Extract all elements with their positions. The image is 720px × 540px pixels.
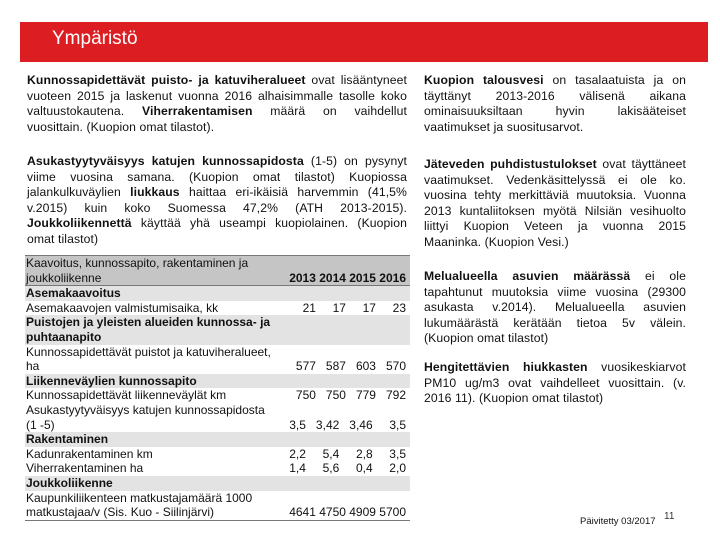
table-header-years: 2013 2014 2015 2016 (289, 270, 406, 285)
p2-bold-2: liukkaus (130, 185, 180, 200)
table-section-row (25, 432, 410, 447)
paragraph-wastewater (424, 157, 686, 251)
table-row-label: Asemakaavoitus (26, 286, 121, 301)
header-bar (20, 22, 708, 62)
table-row (25, 447, 410, 462)
table-row-label: Kunnossapidettävät liikenneväylät km (26, 388, 227, 403)
table-row (25, 461, 410, 476)
table-row (25, 345, 410, 374)
p2-text-2: haittaa eri-ikäisiä harvemmin (41,5% v.2015) kuin koko Suomessa 47,2% (ATH 2013-2015). (27, 185, 407, 215)
table-row-label: Puistojen ja yleisten alueiden kunnossa- ja puhtaanapito (26, 315, 271, 344)
table-row-label: Joukkoliikenne (26, 475, 113, 490)
p1-text-1: ovat lisääntyneet vuoteen 2015 ja laskenut vuonna 2016 alhaisimmalle tasolle koko valtuustokautena. (27, 73, 408, 119)
statistics-table (25, 255, 410, 521)
table-row-values: 1,4 5,6 0,4 2,0 (289, 461, 406, 476)
table-row-values: 750 750 779 792 (295, 388, 406, 403)
p3-text-1: on tasalaatuista ja on täyttänyt 2013-2016 välisenä aikana ominaisuuksiltaan hyvin lakisääteiset vaatimukset ja suositusarvot. (424, 73, 686, 134)
p6-text-1: vuosikeskiarvot PM10 ug/m3 ovat vaihdelleet vuosittain. (v. 2016 11). (Kuopion omat tilastot) (424, 360, 686, 406)
table-row (25, 301, 410, 316)
table-row-values: 2,2 5,4 2,8 3,5 (289, 446, 406, 461)
table-row-label: Asemakaavojen valmistumisaika, kk (26, 300, 219, 315)
paragraph-drinking-water (424, 73, 686, 135)
paragraph-green-areas (27, 73, 407, 135)
p1-bold-1: Kunnossapidettävät puisto- ja katuviheralueet (27, 73, 306, 87)
table-row (25, 388, 410, 403)
table-header-label: Kaavoitus, kunnossapito, rakentaminen ja joukkoliikenne (26, 256, 249, 285)
p3-bold-1: Kuopion talousvesi (424, 73, 544, 87)
updated-date: Päivitetty 03/2017 (580, 516, 656, 527)
table-row-values: 4641 4750 4909 5700 (289, 505, 406, 520)
p4-bold-1: Jäteveden puhdistustulokset (424, 157, 597, 171)
table-section-row (25, 315, 410, 344)
page-number: 11 (664, 511, 675, 522)
paragraph-satisfaction (27, 154, 407, 248)
paragraph-noise (424, 269, 686, 347)
table-row-label: Asukastyytyväisyys katujen kunnossapidosta (1 -5) (26, 402, 265, 432)
paragraph-particles (424, 360, 686, 407)
p2-text-1: (1-5) on pysynyt viime vuosina samana. (Kuopion omat tilastot) Kuopiossa jalankulkuväylien (27, 154, 408, 200)
table-row-label: Liikenneväylien kunnossapito (26, 373, 197, 388)
table-row-label: Rakentaminen (26, 432, 109, 447)
table-row-label: Kaupunkiliikenteen matkustajamäärä 1000 matkustajaa/v (Sis. Kuo - Siilinjärvi) (26, 490, 253, 520)
table-row-label: Kunnossapidettävät puistot ja katuviheralueet, ha (26, 344, 271, 374)
p5-text-1: ei ole tapahtunut muutoksia viime vuosina (29300 asukasta v.2014). Melualueella asuvien lukumäärästä kerätään tietoa 5v välein. (Kuopion omat tilastot) (424, 269, 686, 346)
p1-bold-2: Viherrakentamisen (141, 104, 253, 119)
table-row-values: 21 17 17 23 (302, 300, 406, 315)
p1-text-2: määrä on vaihdellut vuosittain. (Kuopion omat tilastot). (27, 104, 407, 134)
table-row (25, 491, 410, 521)
table-section-row (25, 374, 410, 389)
table-row (25, 403, 410, 432)
table-row-label: Viherrakentaminen ha (26, 461, 144, 476)
p2-bold-1: Asukastyytyväisyys katujen kunnossapidosta (27, 154, 304, 168)
p2-text-3: käyttää yhä useampi kuopiolainen. (Kuopion omat tilastot) (27, 216, 407, 246)
p2-bold-3: Joukkoliikennettä (27, 216, 132, 231)
p5-bold-1: Melualueella asuvien määrässä (424, 269, 631, 283)
page-title: Ympäristö (52, 28, 138, 49)
table-section-row (25, 286, 410, 301)
table-row-values: 3,5 3,42 3,46 3,5 (289, 417, 406, 432)
table-row-values: 577 587 603 570 (295, 359, 406, 374)
p4-text-1: ovat täyttäneet vaatimukset. Vedenkäsittelyssä ei ole ko. vuosina tehty merkittäviä muutoksia. Vuonna 2013 kuntaliitoksen myötä Nilsiän vesihuolto liittyi Kuopion Veteen ja vuonna 2015 Maaninka. (Kuopion Vesi.) (424, 157, 687, 249)
table-section-row (25, 476, 410, 491)
table-header (25, 255, 410, 286)
p6-bold-1: Hengitettävien hiukkasten (424, 360, 588, 374)
table-row-label: Kadunrakentaminen km (26, 446, 153, 461)
